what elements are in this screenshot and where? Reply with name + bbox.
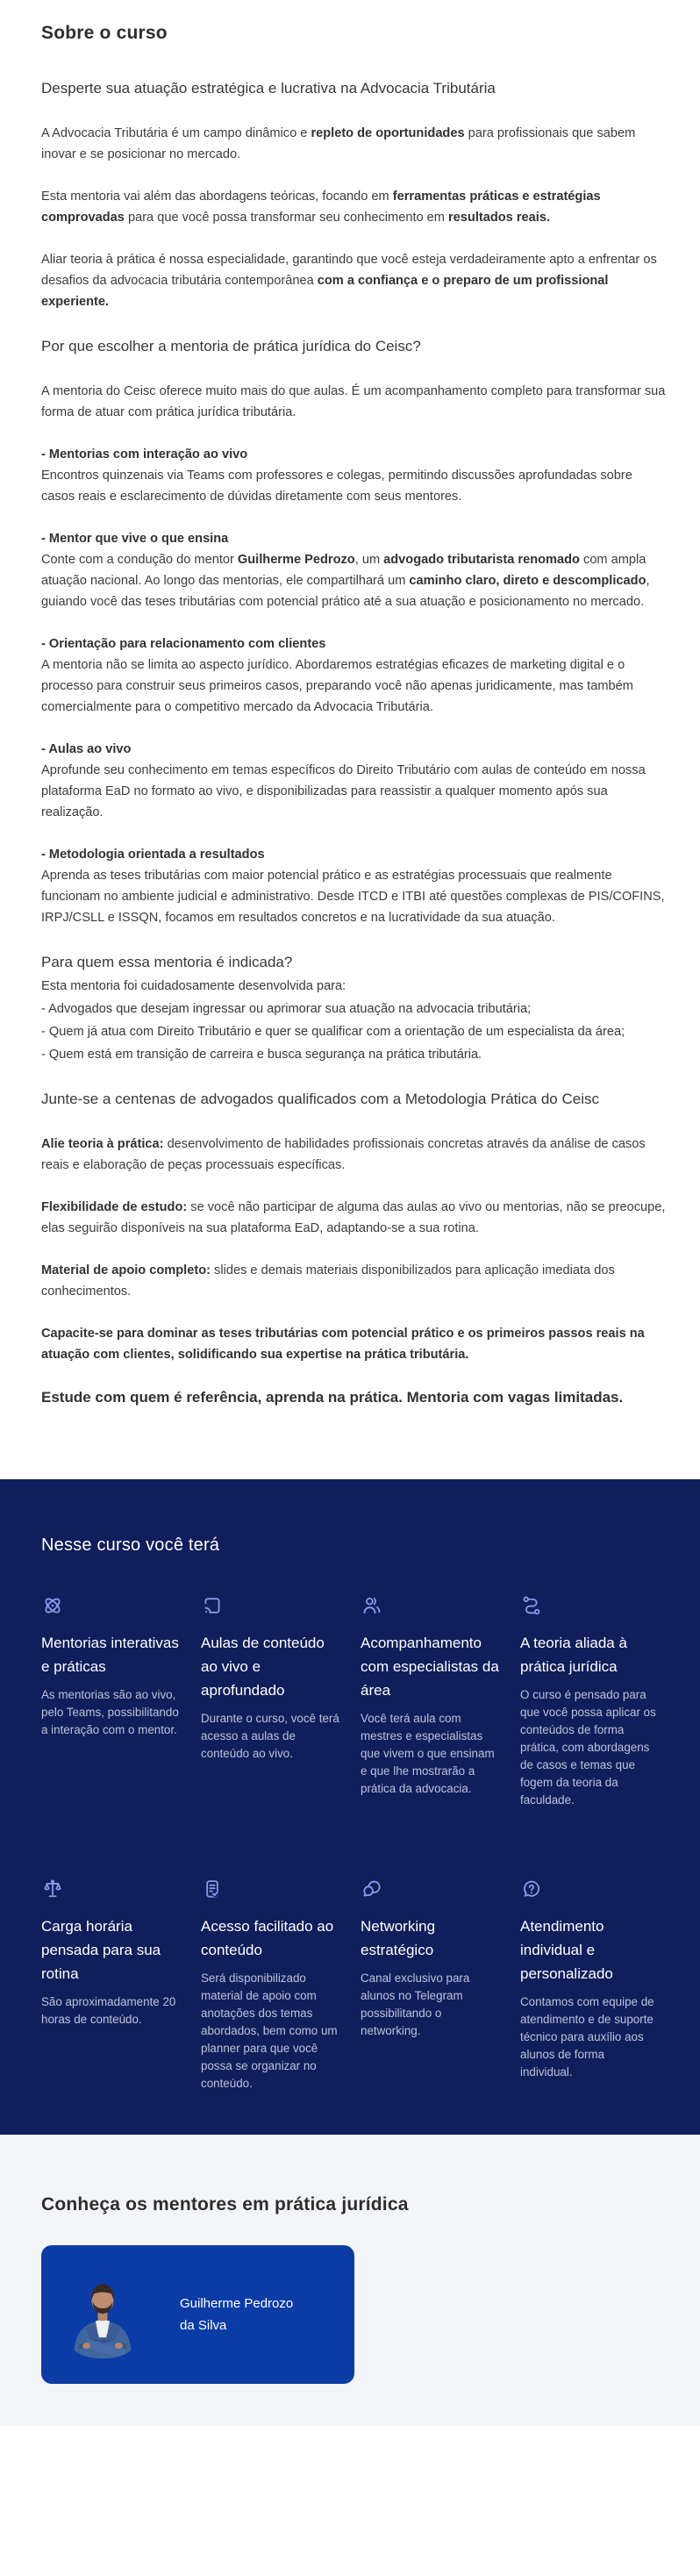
feature-description: O curso é pensado para que você possa aplicar os conteúdos de forma prática, com abordagens de casos e temas que fogem da teoria da faculdade. xyxy=(520,1688,656,1807)
feature-card xyxy=(41,1878,180,2093)
feature-title: Networking estratégico xyxy=(361,1918,436,1958)
about-paragraph: - Aulas ao vivo Aprofunde seu conhecimento em temas específicos do Direito Tributário com aulas de conteúdo em nossa plataforma EaD no formato ao vivo, e disponibilizadas para reassistir a qualquer momento após sua realização. xyxy=(41,742,646,819)
about-blocks xyxy=(41,77,669,1409)
about-paragraph: - Orientação para relacionamento com clientes A mentoria não se limita ao aspecto jurídico. Abordaremos estratégias eficazes de marketing digital e o processo para construir seus primeiros casos, preparando você não apenas juridicamente, mas também comercialmente para o competitivo mercado da Advocacia Tributária. xyxy=(41,637,633,714)
features-section xyxy=(0,1479,700,2135)
about-paragraph: A Advocacia Tributária é um campo dinâmico e repleto de oportunidades para profissionais que sabem inovar e se posicionar no mercado. xyxy=(41,126,636,161)
about-paragraph: Material de apoio completo: slides e demais materiais disponibilizados para aplicação imediata dos conhecimentos. xyxy=(41,1263,615,1299)
feature-card xyxy=(201,1878,339,2093)
about-paragraph: - Mentorias com interação ao vivo Encontros quinzenais via Teams com professores e colegas, permitindo discussões aprofundadas sobre casos reais e esclarecimento de dúvidas diretamente com seus mentores. xyxy=(41,447,632,504)
user-voice-icon xyxy=(361,1594,383,1617)
about-paragraph: Flexibilidade de estudo: se você não participar de alguma das aulas ao vivo ou mentorias, não se preocupe, elas seguirão disponíveis na sua plataforma EaD, adaptando-se a sua rotina. xyxy=(41,1200,666,1235)
feature-card xyxy=(520,1878,659,2093)
feature-title: Acompanhamento com especialistas da área xyxy=(361,1635,499,1699)
cast-icon xyxy=(201,1594,224,1617)
feature-description: Contamos com equipe de atendimento e de suporte técnico para auxílio aos alunos de forma individual. xyxy=(520,1995,654,2079)
about-paragraph: Estude com quem é referência, aprenda na prática. Mentoria com vagas limitadas. xyxy=(41,1389,624,1406)
feature-title: Acesso facilitado ao conteúdo xyxy=(201,1918,334,1958)
atom-icon xyxy=(41,1594,64,1617)
about-paragraph: Esta mentoria vai além das abordagens teóricas, focando em ferramentas práticas e estratégias comprovadas para que você possa transformar seu conhecimento em resultados reais. xyxy=(41,190,601,225)
mentor-photo xyxy=(66,2278,139,2358)
features-title: Nesse curso você terá xyxy=(41,1535,220,1555)
feature-card xyxy=(201,1594,339,1809)
about-paragraph: - Metodologia orientada a resultados Aprenda as teses tributárias com maior potencial prático e as estratégias processuais que realmente funcionam no ambiente judicial e administrativo. Desde ITCD e ITBI até questões complexas de PIS/COFINS, IRPJ/CSLL e ISSQN, focamos em resultados concretos e na lucratividade da sua atuação. xyxy=(41,848,665,925)
about-paragraph: A mentoria do Ceisc oferece muito mais do que aulas. É um acompanhamento completo para transformar sua forma de atuar com prática jurídica tributária. xyxy=(41,384,666,419)
feature-description: Durante o curso, você terá acesso a aulas de conteúdo ao vivo. xyxy=(201,1712,339,1760)
about-subheading: Por que escolher a mentoria de prática jurídica do Ceisc? xyxy=(41,338,421,354)
about-paragraph: Capacite-se para dominar as teses tributárias com potencial prático e os primeiros passos reais na atuação com clientes, solidificando sua expertise na prática tributária. xyxy=(41,1327,645,1362)
feature-card xyxy=(361,1594,499,1809)
feature-title: Carga horária pensada para sua rotina xyxy=(41,1918,161,1982)
about-subheading: Para quem essa mentoria é indicada? Esta mentoria foi cuidadosamente desenvolvida para: - Advogados que desejam ingressar ou aprimorar sua atuação na advocacia tributária; - Quem já atua com Direito Tributário e quer se qualificar com a orientação de um especialista da área; - Quem está em transição de carreira e busca segurança na prática tributária. xyxy=(41,954,625,1062)
feature-description: As mentorias são ao vivo, pelo Teams, possibilitando a interação com o mentor. xyxy=(41,1688,179,1736)
about-paragraph: Alie teoria à prática: desenvolvimento de habilidades profissionais concretas através da análise de casos reais e elaboração de peças processuais específicas. xyxy=(41,1137,646,1172)
feature-card xyxy=(41,1594,180,1809)
feature-description: Canal exclusivo para alunos no Telegram possibilitando o networking. xyxy=(361,1971,470,2037)
mentor-name: Guilherme Pedrozo da Silva xyxy=(180,2296,294,2333)
question-bubble-icon xyxy=(520,1878,543,1900)
about-subheading: Desperte sua atuação estratégica e lucrativa na Advocacia Tributária xyxy=(41,80,496,97)
feature-title: Atendimento individual e personalizado xyxy=(520,1918,613,1982)
feature-description: Será disponibilizado material de apoio com anotações dos temas abordados, bem como um planner para que você possa se organizar no conteúdo. xyxy=(201,1971,338,2090)
mentors-section xyxy=(0,2135,700,2426)
mentors-title: Conheça os mentores em prática jurídica xyxy=(41,2194,409,2215)
mentor-cards xyxy=(41,2245,659,2384)
about-paragraph: - Mentor que vive o que ensina Conte com a condução do mentor Guilherme Pedrozo, um advogado tributarista renomado com ampla atuação nacional. Ao longo das mentorias, ele compartilhará um caminho claro, direto e descomplicado, guiando você das teses tributárias com potencial prático até a sua atuação e posicionamento no mercado. xyxy=(41,532,650,609)
chat-bubbles-icon xyxy=(361,1878,383,1900)
feature-description: São aproximadamente 20 horas de conteúdo. xyxy=(41,1995,176,2026)
feature-description: Você terá aula com mestres e especialistas que vivem o que ensinam e que lhe mostrarão a prática da advocacia. xyxy=(361,1712,495,1795)
document-check-icon xyxy=(201,1878,224,1900)
feature-title: Mentorias interativas e práticas xyxy=(41,1635,179,1675)
feature-title: Aulas de conteúdo ao vivo e aprofundado xyxy=(201,1635,325,1699)
feature-card xyxy=(361,1878,499,2093)
scale-icon xyxy=(41,1878,64,1900)
mentor-card[interactable] xyxy=(41,2245,354,2384)
page-title: Sobre o curso xyxy=(41,23,168,43)
about-paragraph: Aliar teoria à prática é nossa especialidade, garantindo que você esteja verdadeiramente apto a enfrentar os desafios da advocacia tributária contemporânea com a confiança e o preparo de um profissional experiente. xyxy=(41,253,657,309)
feature-card xyxy=(520,1594,659,1809)
about-subheading: Junte-se a centenas de advogados qualificados com a Metodologia Prática do Ceisc xyxy=(41,1091,599,1107)
features-grid xyxy=(41,1594,659,2093)
route-icon xyxy=(520,1594,543,1617)
feature-title: A teoria aliada à prática jurídica xyxy=(520,1635,627,1675)
